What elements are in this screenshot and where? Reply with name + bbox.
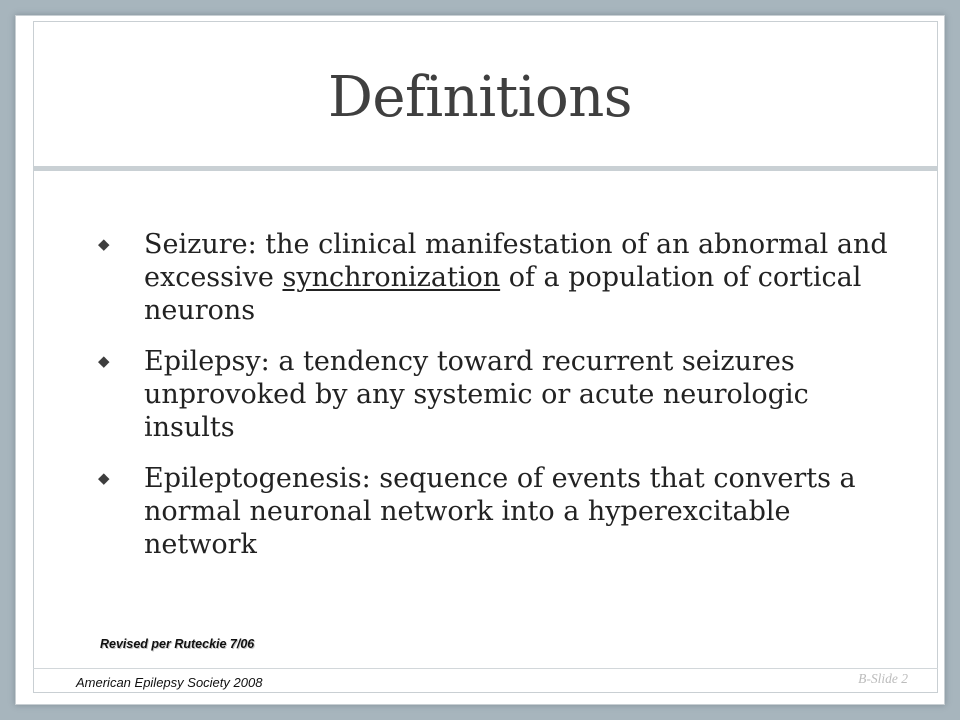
bullet-text-continued: of a population of cortical neurons	[144, 262, 862, 326]
slide	[15, 15, 945, 705]
diamond-bullet-icon: ◆	[98, 235, 110, 253]
slide-number: B-Slide 2	[858, 671, 908, 686]
bullet-text: Seizure: the clinical manifestation of an abnormal and excessive	[144, 229, 888, 293]
bullet-item-epilepsy	[96, 345, 896, 444]
diamond-bullet-icon: ◆	[98, 352, 110, 370]
revision-note: Revised per Ruteckie 7/06	[100, 637, 255, 651]
footer-divider	[33, 668, 938, 669]
bullet-item-seizure	[96, 228, 896, 327]
bullet-text: Epileptogenesis: sequence of events that converts a normal neuronal network into a hyperexcitable network	[144, 463, 856, 560]
bullet-item-epileptogenesis	[96, 462, 896, 561]
bullet-underlined-term: synchronization	[282, 262, 501, 293]
diamond-bullet-icon: ◆	[98, 469, 110, 487]
bullet-list	[96, 228, 896, 579]
title-divider	[33, 166, 938, 171]
slide-title: Definitions	[327, 65, 633, 130]
footer-source: American Epilepsy Society 2008	[76, 675, 263, 690]
bullet-text: Epilepsy: a tendency toward recurrent seizures unprovoked by any systemic or acute neurologic insults	[144, 346, 809, 443]
